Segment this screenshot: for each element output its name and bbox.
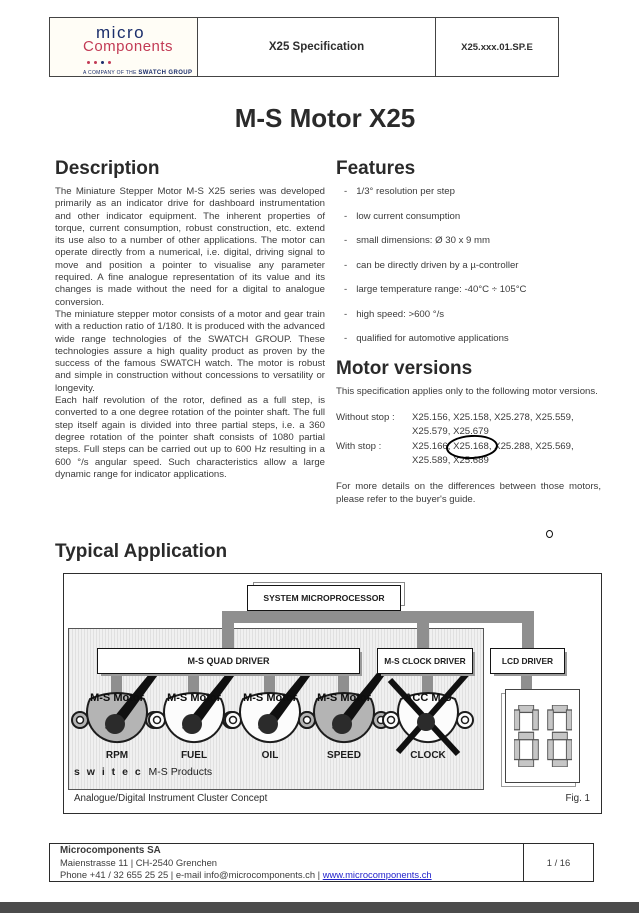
- without-stop-values-line2: X25.579, X25.679: [412, 426, 489, 438]
- motor-versions-note: For more details on the differences between those motors, please refer to the buyer's guide.: [336, 481, 601, 505]
- svg-text:M-S Motor: M-S Motor: [243, 692, 297, 704]
- feature-item: - qualified for automotive applications: [344, 333, 509, 344]
- description-paragraph: The miniature stepper motor consists of a motor and gear train with a reduction ratio of 1/180. It is produced with the advanced wide range technologies of the SWATCH GROUP. These technologies assure a high quality product as proven by the success of the famous SWATCH watch. The motor is robust and simple in construction without concessions to versatility or longevity.: [55, 308, 325, 394]
- feature-item: - 1/3° resolution per step: [344, 186, 455, 197]
- switec-brand: s w i t e c: [74, 766, 143, 778]
- gauge-caption-rpm: RPM: [105, 750, 129, 761]
- description-section: [55, 158, 325, 481]
- svg-text:M-S Motor: M-S Motor: [317, 692, 371, 704]
- logo-tagline: A COMPANY OF THE SWATCH GROUP: [83, 70, 193, 76]
- lcd-driver-box: LCD DRIVER: [490, 648, 565, 674]
- logo-text-micro: micro: [96, 23, 146, 42]
- features-and-versions-section: [336, 158, 601, 506]
- with-stop-values-line1: X25.166, X25.168, X25.288, X25.569,: [412, 440, 601, 454]
- footer-address: Maienstrasse 11 | CH-2540 Grenchen: [60, 857, 218, 868]
- bus-line: [222, 611, 534, 623]
- svg-text:M-S Motor: M-S Motor: [90, 692, 144, 704]
- switec-brand-line: s w i t e c M-S Products: [74, 766, 213, 778]
- description-heading: Description: [55, 158, 160, 179]
- system-microprocessor-box: SYSTEM MICROPROCESSOR: [247, 585, 401, 611]
- document-title-cell: [198, 18, 436, 76]
- document-number: X25.xxx.01.SP.E: [461, 41, 533, 53]
- motor-versions-heading: Motor versions: [336, 357, 473, 379]
- page-title: M-S Motor X25: [234, 103, 416, 133]
- logo-dots-decoration: [87, 61, 111, 64]
- svg-text:M-S Motor: M-S Motor: [167, 692, 221, 704]
- swatch-group-brand: SWATCH GROUP: [138, 70, 193, 76]
- footer-company-info: [50, 844, 524, 881]
- gauge-caption-fuel: FUEL: [180, 750, 208, 761]
- document-number-cell: [436, 18, 558, 76]
- features-heading: Features: [336, 158, 416, 179]
- feature-item: - high speed: >600 °/s: [344, 308, 445, 320]
- gauge-caption-oil: OIL: [261, 750, 279, 761]
- quad-driver-box: M-S QUAD DRIVER: [97, 648, 360, 674]
- feature-item: - small dimensions: Ø 30 x 9 mm: [344, 235, 491, 246]
- circled-motor-version: X25.168,: [453, 440, 491, 454]
- bus-line: [522, 621, 534, 649]
- bus-line: [417, 621, 429, 649]
- feature-item: - can be directly driven by a µ-controller: [344, 259, 519, 271]
- without-stop-label: Without stop :: [336, 411, 395, 423]
- scan-edge-bar: [0, 902, 639, 913]
- logo-text-components: Components: [83, 40, 197, 68]
- motor-versions-table: [336, 411, 601, 469]
- typical-application-heading: Typical Application: [55, 541, 228, 562]
- with-stop-label: With stop :: [336, 440, 382, 452]
- footer-page-number: 1 / 16: [546, 857, 571, 868]
- seven-segment-digits: [514, 705, 572, 767]
- with-stop-values-line2: X25.589, X25.689: [412, 455, 489, 467]
- gauge-caption-speed: SPEED: [327, 750, 361, 761]
- clock-driver-box: M-S CLOCK DRIVER: [377, 648, 473, 674]
- without-stop-values-line1: X25.156, X25.158, X25.278, X25.559,: [412, 411, 574, 423]
- description-paragraph: Each half revolution of the rotor, defined as a full step, is converted to a one degree rotation of the pointer shaft. The full step itself again is divided into three partial steps, i.e. a 360 degree rotation of the pointer shaft consists of 1080 partial steps. Full steps can be carried out up to 600 Hz resulting in a 600 °/s angular speed. Such characteristics allow a large dynamic range for indicator applications.: [55, 395, 325, 480]
- bus-line: [222, 621, 234, 649]
- lcd-display: [505, 689, 580, 783]
- stray-ring-mark: [546, 530, 553, 538]
- feature-item: - low current consumption: [344, 210, 461, 222]
- company-logo: [50, 18, 198, 76]
- feature-item: - large temperature range: -40°C ÷ 105°C: [344, 284, 527, 295]
- svg-text:ACC M-S: ACC M-S: [404, 692, 452, 704]
- figure-number: Fig. 1: [565, 793, 590, 804]
- footer: [49, 843, 594, 882]
- motor-versions-intro: This specification applies only to the following motor versions.: [336, 385, 598, 397]
- document-title: X25 Specification: [268, 41, 365, 53]
- gauge-caption-clock: CLOCK: [410, 750, 446, 761]
- footer-contact-line: Phone +41 / 32 655 25 25 | e-mail info@microcomponents.ch | www.microcomponents.ch: [60, 869, 432, 880]
- header: [49, 17, 559, 77]
- description-paragraph: The Miniature Stepper Motor M-S X25 series was developed primarily as an indicator drive for dashboard instrumentation and other indicator equipment. The inherent properties of torque, current consumption, robust construction, etc. extend its use also to a number of other applications. The motor can operate directly from a numerical, i.e. digital, driving signal to move and position a pointer to visualise any parameter required. A fine analogue representation of its value and its changes is made without the need for a digital to analogue conversion.: [55, 186, 325, 308]
- figure-caption: Analogue/Digital Instrument Cluster Concept: [74, 793, 268, 804]
- website-link[interactable]: www.microcomponents.ch: [322, 869, 432, 880]
- footer-company-name: Microcomponents SA: [60, 845, 161, 856]
